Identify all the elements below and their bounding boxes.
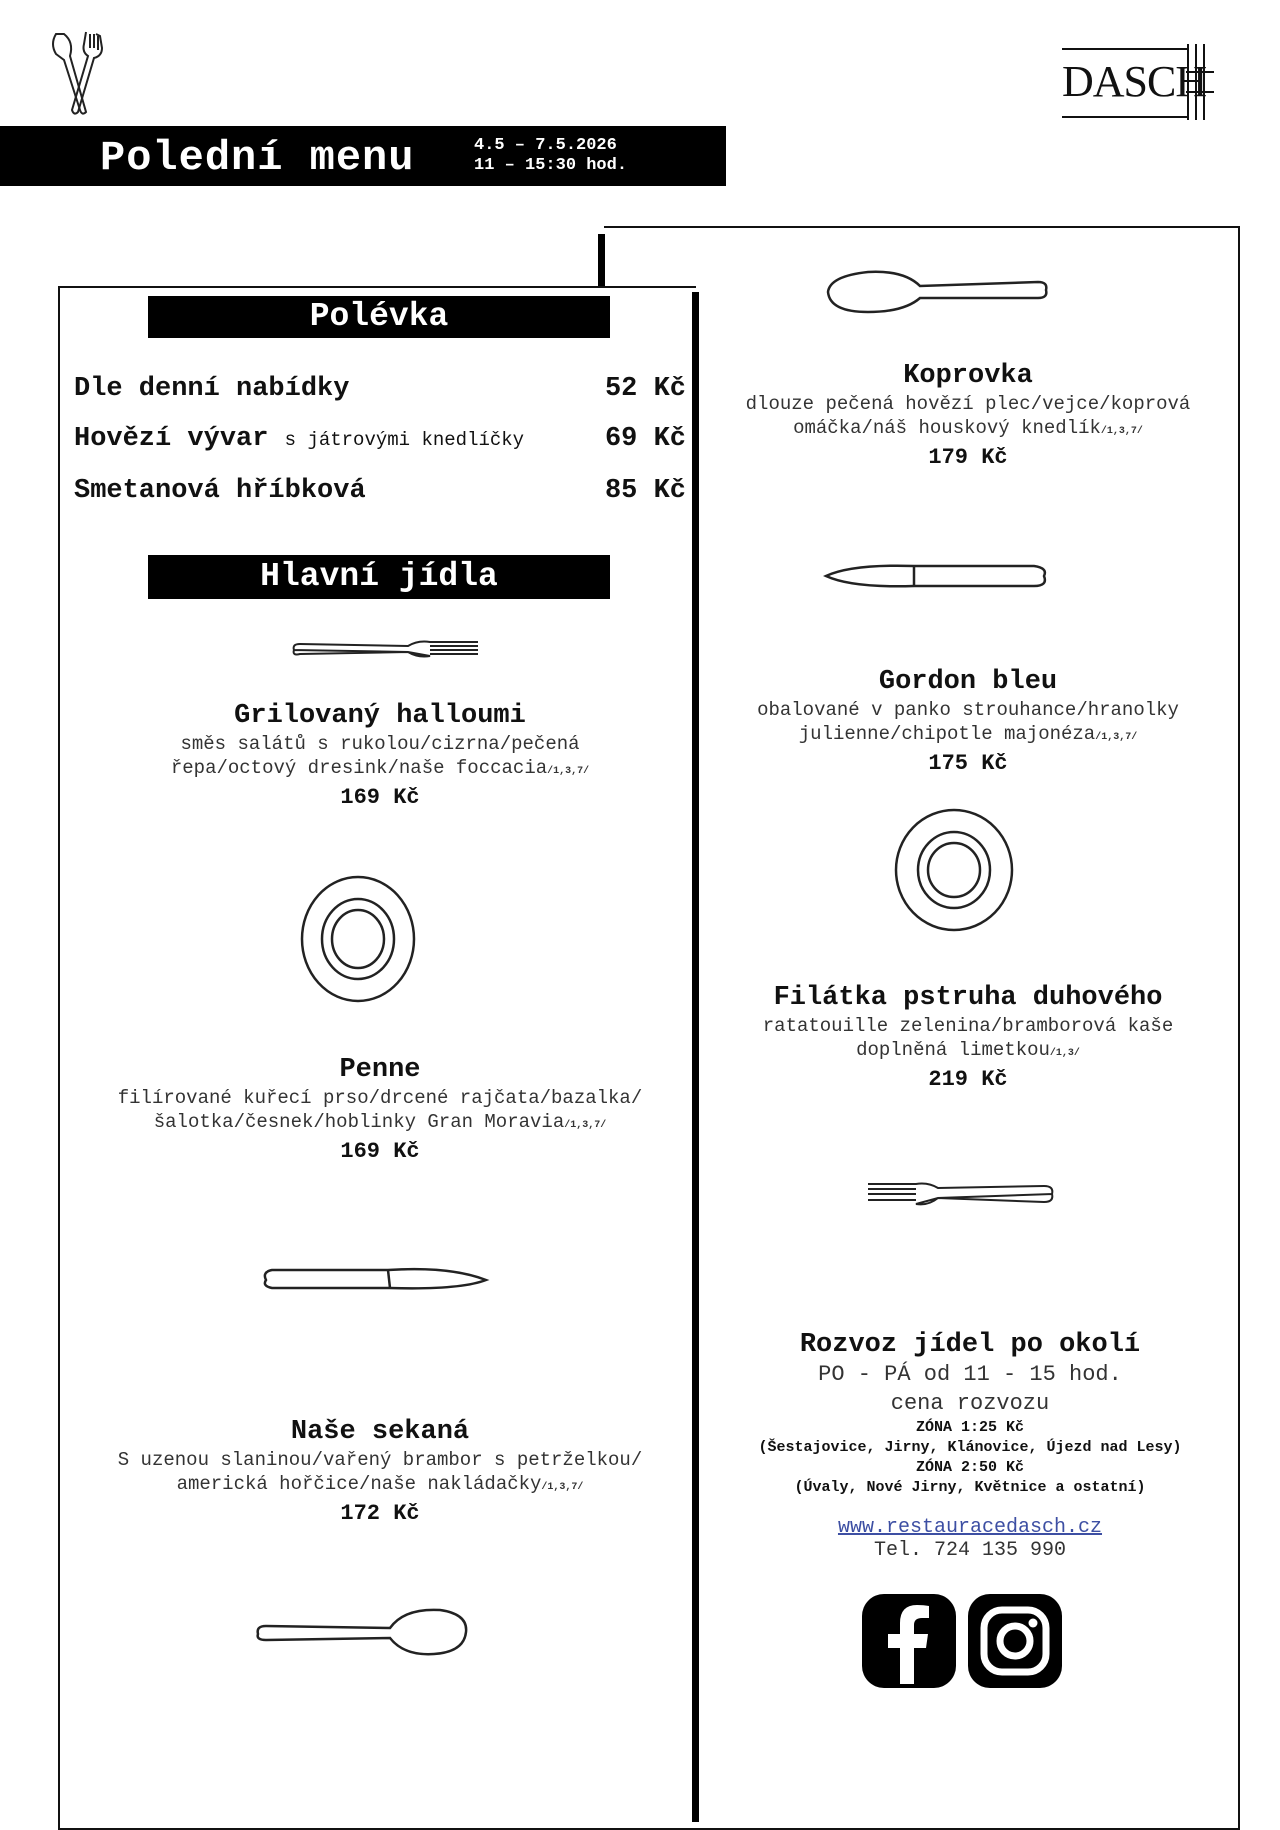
knife-icon — [260, 1256, 490, 1300]
brand-logo — [1062, 48, 1212, 120]
menu-item — [70, 1416, 690, 1528]
item-desc: obalované v panko strouhance/hranolky julienne/chipotle majonéza — [757, 699, 1179, 745]
item-name: Gordon bleu — [878, 667, 1058, 697]
item-name: Naše sekaná — [290, 1417, 470, 1447]
soup-sub: s játrovými knedlíčky — [284, 429, 525, 451]
item-price: 219 Kč — [928, 1067, 1008, 1092]
opening-hours: 11 – 15:30 hod. — [474, 156, 628, 175]
menu-item — [70, 1054, 690, 1166]
item-name: Filátka pstruha duhového — [773, 983, 1163, 1013]
right-panel-edge — [598, 234, 605, 286]
brand-logo-text: DASCH — [1062, 57, 1207, 106]
instagram-icon[interactable] — [968, 1594, 1062, 1688]
spoon-icon — [824, 268, 1050, 316]
delivery-title: Rozvoz jídel po okolí — [799, 1330, 1141, 1360]
item-allergens: /1,3,7/ — [564, 1120, 607, 1131]
section-title-soup: Polévka — [148, 296, 610, 338]
soup-price: 52 Kč — [604, 374, 686, 404]
item-name: Koprovka — [903, 361, 1033, 391]
plate-icon — [298, 874, 418, 1004]
delivery-zone-2-places: (Úvaly, Nové Jirny, Květnice a ostatní) — [794, 1479, 1146, 1496]
item-desc: směs salátů s rukolou/cizrna/pečená řepa/octový dresink/naše foccacia — [170, 733, 580, 779]
item-allergens: /1,3,7/ — [547, 766, 590, 777]
soup-name: Hovězí vývar — [74, 424, 269, 454]
item-desc: ratatouille zelenina/bramborová kaše doplněná limetkou — [762, 1015, 1174, 1061]
delivery-price-label: cena rozvozu — [890, 1391, 1050, 1416]
spoon-icon — [254, 1604, 470, 1660]
menu-item — [70, 700, 690, 812]
phone-number: Tel. 724 135 990 — [873, 1539, 1067, 1562]
fork-icon — [866, 1176, 1056, 1212]
delivery-info — [710, 1330, 1230, 1562]
item-desc: dlouze pečená hovězí plec/vejce/koprová omáčka/náš houskový knedlík — [745, 393, 1191, 439]
knife-icon — [822, 560, 1052, 594]
facebook-icon[interactable] — [862, 1594, 956, 1688]
soup-item — [74, 476, 686, 506]
header-dates — [474, 136, 627, 176]
soup-price: 69 Kč — [604, 424, 686, 454]
item-price: 179 Kč — [928, 445, 1008, 470]
item-allergens: /1,3,7/ — [1100, 426, 1143, 437]
soup-name: Dle denní nabídky — [74, 374, 350, 404]
website-link[interactable]: www.restauracedasch.cz — [837, 1516, 1103, 1539]
delivery-zone-1: ZÓNA 1:25 Kč — [915, 1419, 1025, 1436]
left-panel-edge — [692, 292, 699, 1822]
item-allergens: /1,3,7/ — [541, 1482, 584, 1493]
item-desc: S uzenou slaninou/vařený brambor s petrželkou/ americká hořčice/naše nakládačky — [117, 1449, 643, 1495]
delivery-zone-2: ZÓNA 2:50 Kč — [915, 1459, 1025, 1476]
item-desc: filírované kuřecí prso/drcené rajčata/bazalka/šalotka/česnek/hoblinky Gran Moravia — [117, 1087, 643, 1133]
item-name: Penne — [339, 1055, 421, 1085]
item-allergens: /1,3/ — [1049, 1048, 1080, 1059]
date-range: 4.5 – 7.5.2026 — [474, 136, 617, 155]
delivery-days: PO - PÁ od 11 - 15 hod. — [818, 1362, 1122, 1387]
plate-icon — [892, 806, 1016, 934]
soup-name: Smetanová hříbková — [74, 476, 366, 506]
item-allergens: /1,3,7/ — [1095, 732, 1138, 743]
menu-item — [718, 360, 1218, 472]
item-price: 169 Kč — [340, 1139, 420, 1164]
soup-item — [74, 424, 686, 454]
menu-item — [718, 666, 1218, 778]
fork-knife-icon — [48, 30, 108, 116]
page-title: Polední menu — [100, 134, 415, 182]
soup-price: 85 Kč — [604, 476, 686, 506]
menu-item — [718, 982, 1218, 1094]
delivery-zone-1-places: (Šestajovice, Jirny, Klánovice, Újezd nad Lesy) — [758, 1439, 1182, 1456]
item-price: 172 Kč — [340, 1501, 420, 1526]
item-price: 175 Kč — [928, 751, 1008, 776]
soup-item — [74, 374, 686, 404]
item-name: Grilovaný halloumi — [234, 701, 526, 731]
item-price: 169 Kč — [340, 785, 420, 810]
fork-icon — [290, 634, 480, 664]
section-title-mains: Hlavní jídla — [148, 555, 610, 599]
